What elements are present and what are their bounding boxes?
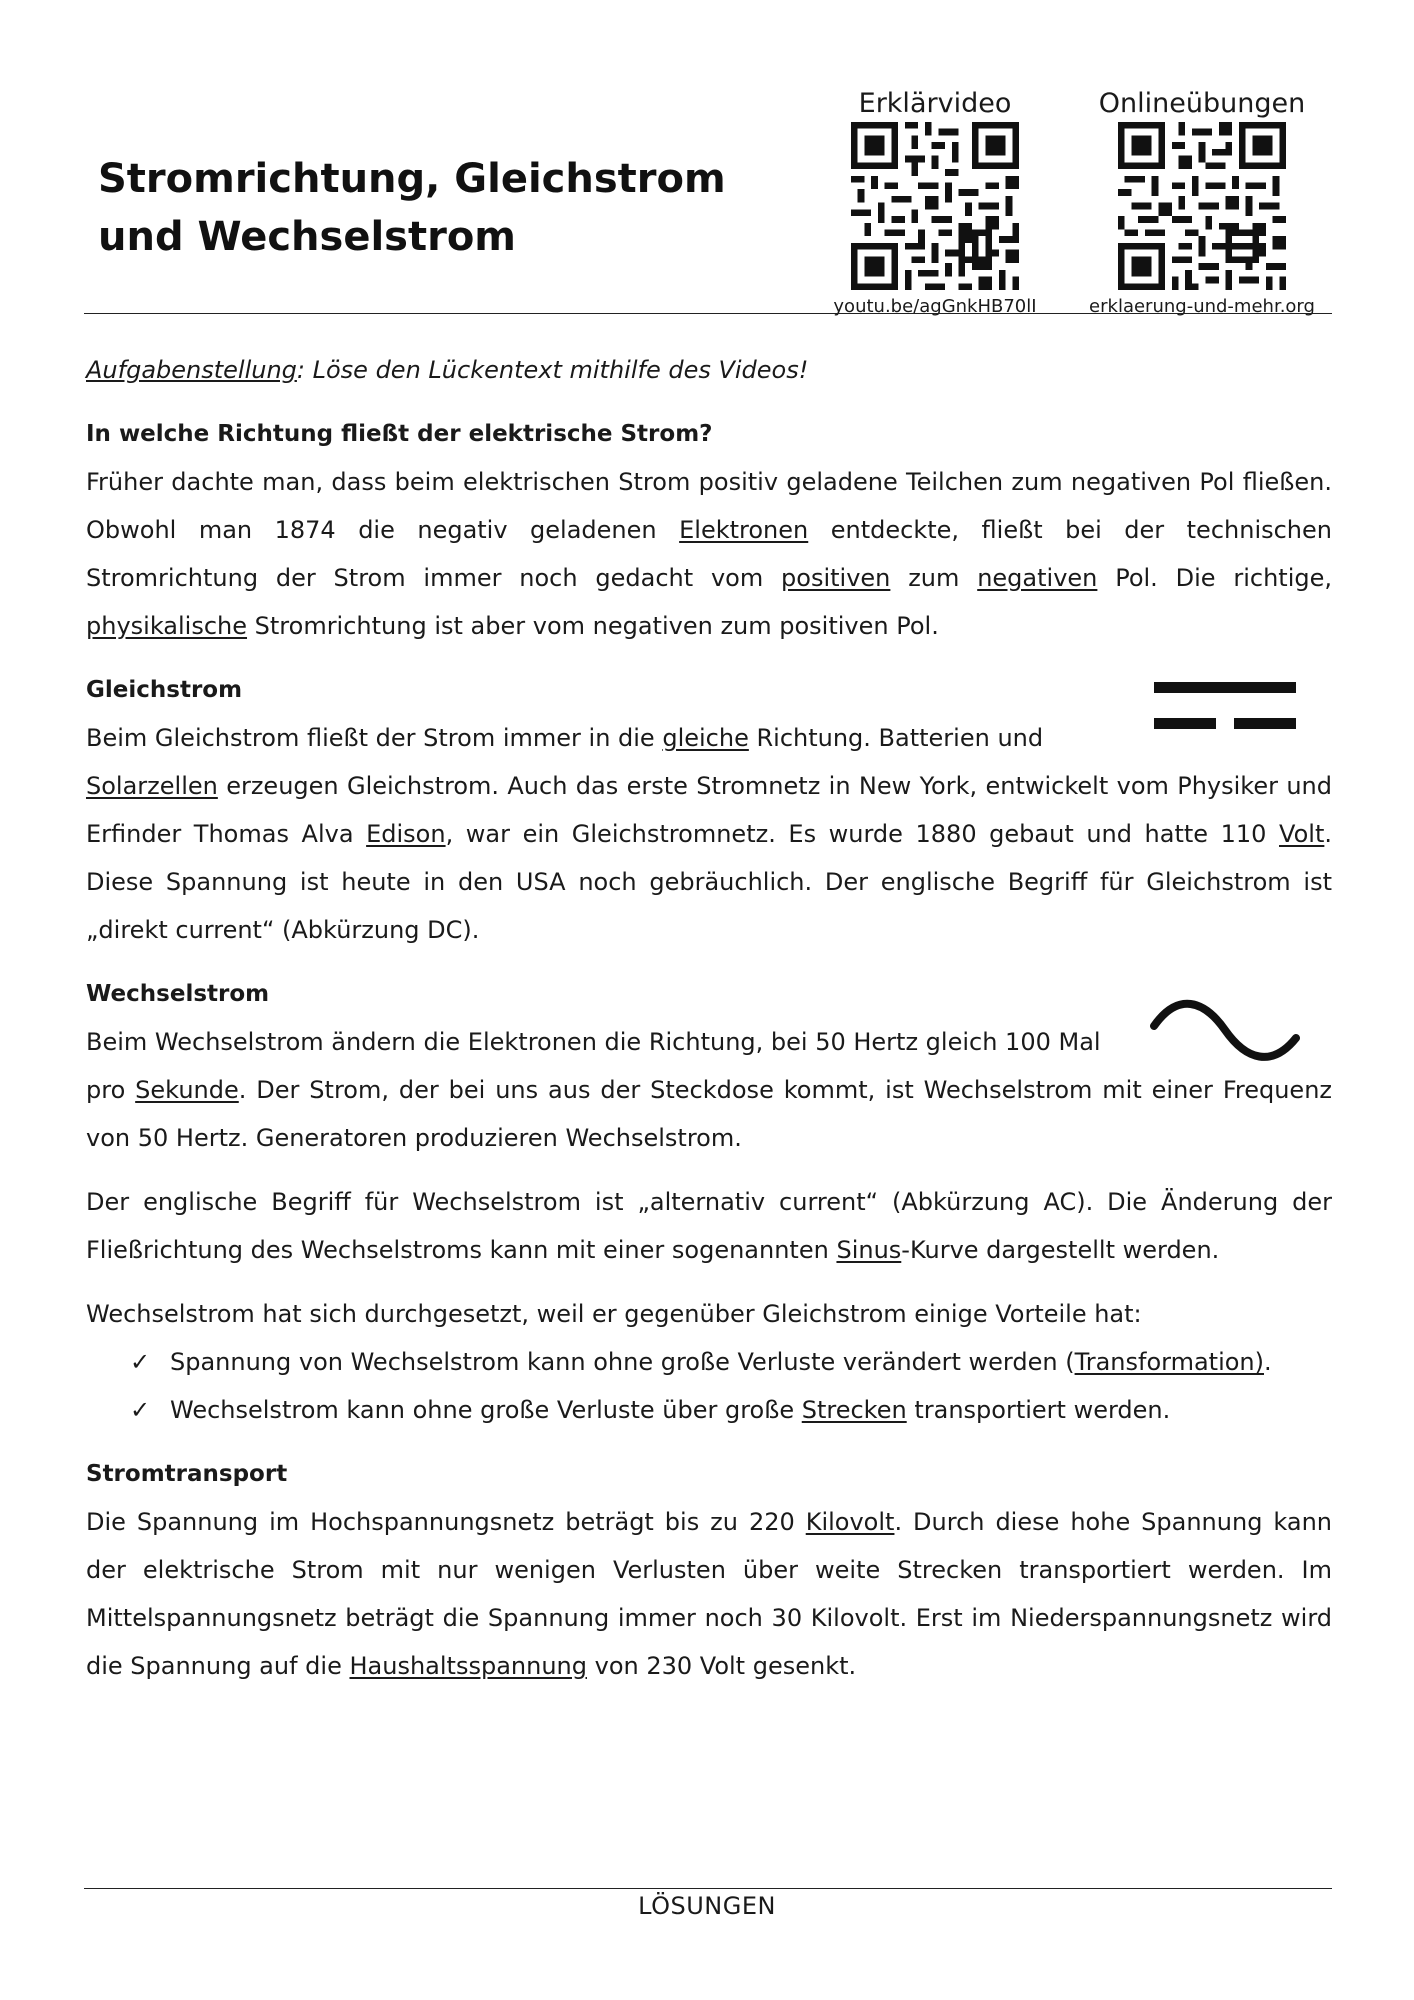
task-text: : Löse den Lückentext mithilfe des Videos! <box>296 356 809 384</box>
text-run: Wechselstrom kann ohne große Verluste über große <box>170 1396 802 1424</box>
answer-sekunde: Sekunde <box>135 1076 239 1104</box>
text-run: Der englische Begriff für Wechselstrom ist „alternativ current“ (Abkürzung AC). Die Änderung der Fließrichtung des Wechselstroms kann mit einer sogenannten <box>86 1188 1332 1264</box>
answer-positiven: positiven <box>781 564 891 592</box>
list-item <box>130 1338 1332 1386</box>
answer-transformation: Transformation) <box>1074 1348 1264 1376</box>
text-run: Spannung von Wechselstrom kann ohne große Verluste verändert werden ( <box>170 1348 1075 1376</box>
answer-volt: Volt <box>1279 820 1325 848</box>
paragraph-ac-definition <box>86 1178 1332 1274</box>
paragraph-gleichstrom-line1 <box>86 714 1126 762</box>
text-run: . Der Strom, der bei uns aus der Steckdose kommt, ist Wechselstrom mit einer Frequenz von 50 Hertz. Generatoren produzieren Wechselstrom. <box>86 1076 1333 1152</box>
answer-edison: Edison <box>366 820 446 848</box>
answer-gleiche: gleiche <box>662 724 749 752</box>
answer-kilovolt: Kilovolt <box>805 1508 895 1536</box>
checkmark-icon: ✓ <box>130 1348 151 1376</box>
ac-sine-symbol-icon <box>1150 996 1300 1068</box>
header-divider <box>84 313 1332 314</box>
paragraph-gleichstrom <box>86 762 1332 954</box>
text-run: Pol. Die richtige, <box>1097 564 1332 592</box>
qr-online-url: erklaerung-und-mehr.org <box>1089 296 1315 317</box>
advantages-list <box>86 1338 1332 1434</box>
paragraph-direction <box>86 458 1332 650</box>
section-heading-wechselstrom: Wechselstrom <box>86 981 270 1007</box>
answer-physikalische: physikalische <box>86 612 248 640</box>
answer-strecken: Strecken <box>801 1396 907 1424</box>
section-heading-direction: In welche Richtung fließt der elektrische Strom? <box>86 421 713 447</box>
text-run: pro <box>86 1076 136 1104</box>
qr-online-label: Onlineübungen <box>1098 88 1306 119</box>
task-label: Aufgabenstellung <box>86 356 297 384</box>
text-run: Stromrichtung ist aber vom negativen zum positiven Pol. <box>247 612 939 640</box>
list-item <box>130 1386 1332 1434</box>
qr-video-url: youtu.be/agGnkHB70lI <box>833 296 1037 317</box>
text-run: entdeckte, fließt bei der technischen Stromrichtung der Strom immer noch gedacht vom <box>86 516 1332 592</box>
text-run: . Durch diese hohe Spannung kann der elektrische Strom mit nur wenigen Verlusten über weite Strecken transportiert werden. Im Mittelspannungsnetz beträgt die Spannung immer noch 30 Kilovolt. Erst im Niederspannungsnetz wird die Spannung auf die <box>86 1508 1332 1680</box>
answer-solarzellen: Solarzellen <box>86 772 218 800</box>
text-run: erzeugen Gleichstrom. Auch das erste Stromnetz in New York, entwickelt vom Physiker und Erfinder Thomas Alva <box>86 772 1332 848</box>
section-heading-stromtransport: Stromtransport <box>86 1461 288 1487</box>
text-run: Die Spannung im Hochspannungsnetz beträgt bis zu 220 <box>86 1508 806 1536</box>
qr-block-video <box>815 86 1055 317</box>
qr-block-online <box>1082 86 1322 317</box>
answer-elektronen: Elektronen <box>679 516 809 544</box>
answer-negativen: negativen <box>977 564 1098 592</box>
text-run: Richtung. Batterien und <box>748 724 1044 752</box>
text-run: . <box>1264 1348 1272 1376</box>
section-heading-gleichstrom: Gleichstrom <box>86 677 243 703</box>
text-run: -Kurve dargestellt werden. <box>901 1236 1220 1264</box>
qr-code-online-icon <box>1118 122 1286 290</box>
footer-label: LÖSUNGEN <box>638 1892 776 1920</box>
page-title: Stromrichtung, Gleichstrom und Wechselstrom <box>98 156 726 260</box>
task-instruction <box>86 346 1332 394</box>
text-run: Früher dachte man, dass beim elektrischen Strom positiv geladene Teilchen zum negativen Pol fließen. Obwohl man 1874 die negativ geladenen <box>86 468 1332 544</box>
paragraph-wechselstrom <box>86 1066 1332 1162</box>
footer-divider <box>84 1888 1332 1889</box>
dc-symbol-icon <box>1150 678 1300 740</box>
paragraph-wechselstrom-line1: Beim Wechselstrom ändern die Elektronen die Richtung, bei 50 Hertz gleich 100 Mal <box>86 1028 1101 1056</box>
text-run: Beim Gleichstrom fließt der Strom immer in die <box>86 724 663 752</box>
paragraph-stromtransport <box>86 1498 1332 1690</box>
text-run: . Diese Spannung ist heute in den USA noch gebräuchlich. Der englische Begriff für Gleichstrom ist „direkt current“ (Abkürzung DC). <box>86 820 1332 944</box>
text-run: von 230 Volt gesenkt. <box>586 1652 857 1680</box>
answer-haushaltsspannung: Haushaltsspannung <box>349 1652 587 1680</box>
paragraph-advantages: Wechselstrom hat sich durchgesetzt, weil er gegenüber Gleichstrom einige Vorteile hat: <box>86 1300 1142 1328</box>
text-run: zum <box>890 564 978 592</box>
text-run: , war ein Gleichstromnetz. Es wurde 1880 gebaut und hatte 110 <box>445 820 1280 848</box>
text-run: transportiert werden. <box>906 1396 1171 1424</box>
qr-video-label: Erklärvideo <box>858 88 1012 119</box>
qr-code-video-icon <box>851 122 1019 290</box>
checkmark-icon: ✓ <box>130 1396 151 1424</box>
worksheet-content <box>86 346 1332 1690</box>
answer-sinus: Sinus <box>836 1236 902 1264</box>
